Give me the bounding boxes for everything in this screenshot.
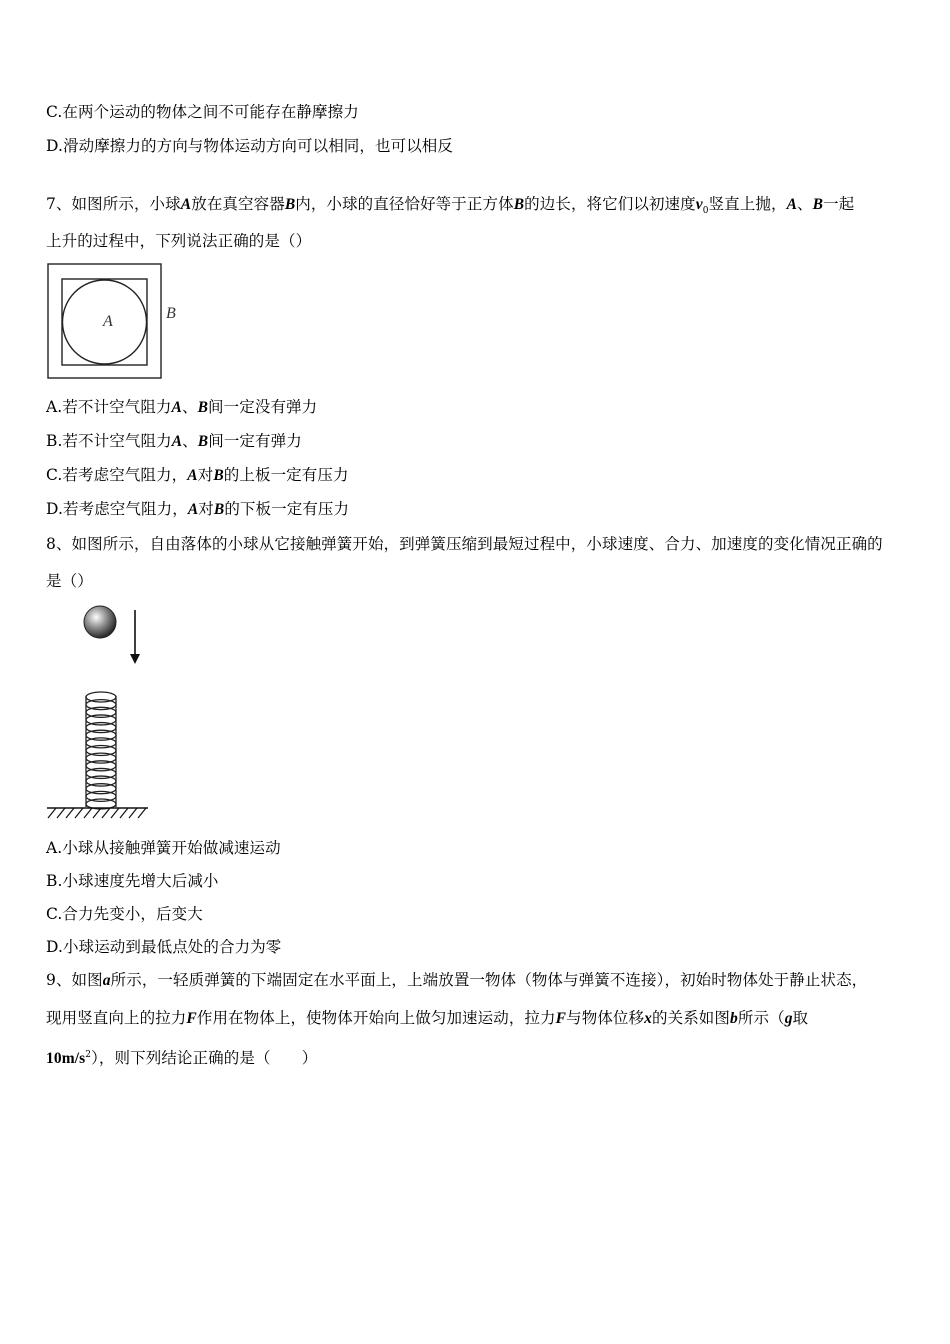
q8-option-c: C.合力先变小，后变大: [46, 905, 203, 923]
q7-option-d: D.若考虑空气阻力，A对B的下板一定有压力: [46, 500, 350, 518]
q7-option-c: C.若考虑空气阻力，A对B的上板一定有压力: [46, 466, 349, 484]
hatch-mark: [48, 808, 56, 818]
q8-option-a: A.小球从接触弹簧开始做减速运动: [46, 839, 281, 857]
down-arrow-icon: [130, 654, 140, 664]
q7-option-b: B.若不计空气阻力A、B间一定有弹力: [46, 432, 302, 450]
hatch-mark: [93, 808, 101, 818]
q7-figure-ball-in-box: [44, 261, 194, 383]
hatch-mark: [138, 808, 146, 818]
hatch-mark: [111, 808, 119, 818]
q7-option-a: A.若不计空气阻力A、B间一定没有弹力: [46, 398, 318, 416]
hatch-mark: [129, 808, 137, 818]
q8-option-b: B.小球速度先增大后减小: [46, 872, 219, 890]
q8-option-d: D.小球运动到最低点处的合力为零: [46, 938, 282, 956]
hatch-mark: [57, 808, 65, 818]
hatch-mark: [84, 808, 92, 818]
q8-stem-line1: 8、如图所示，自由落体的小球从它接触弹簧开始，到弹簧压缩到最短过程中，小球速度、合力、加速度的变化情况正确的: [46, 535, 883, 553]
spring-coils: [86, 692, 116, 809]
q6-option-c: C.在两个运动的物体之间不可能存在静摩擦力: [46, 103, 359, 121]
q7-stem-line1: 7、如图所示，小球A放在真空容器B内，小球的直径恰好等于正方体B的边长，将它们以初速度$v_0$竖直上抛，A、B一起: [46, 195, 855, 217]
q8-figure-ball-spring: [44, 598, 156, 824]
q9-stem-line1: 9、如图a所示，一轻质弹簧的下端固定在水平面上，上端放置一物体（物体与弹簧不连接），初始时物体处于静止状态，: [46, 971, 868, 989]
q7-stem-line2: 上升的过程中，下列说法正确的是（）: [46, 232, 312, 250]
q9-stem-line3: $10m/s^2$），则下列结论正确的是（ ）: [46, 1049, 318, 1068]
q7-figure-label-a: A: [103, 313, 113, 330]
hatch-mark: [120, 808, 128, 818]
q6-option-d: D.滑动摩擦力的方向与物体运动方向可以相同，也可以相反: [46, 137, 454, 155]
falling-ball: [84, 606, 116, 638]
q8-stem-line2: 是（）: [46, 572, 93, 590]
q7-figure-label-b: B: [166, 305, 176, 322]
hatch-mark: [75, 808, 83, 818]
q9-stem-line2: 现用竖直向上的拉力F作用在物体上，使物体开始向上做匀加速运动，拉力F与物体位移x的关系如图b所示（g取: [46, 1009, 809, 1027]
ground-hatching: [48, 808, 146, 818]
hatch-mark: [66, 808, 74, 818]
